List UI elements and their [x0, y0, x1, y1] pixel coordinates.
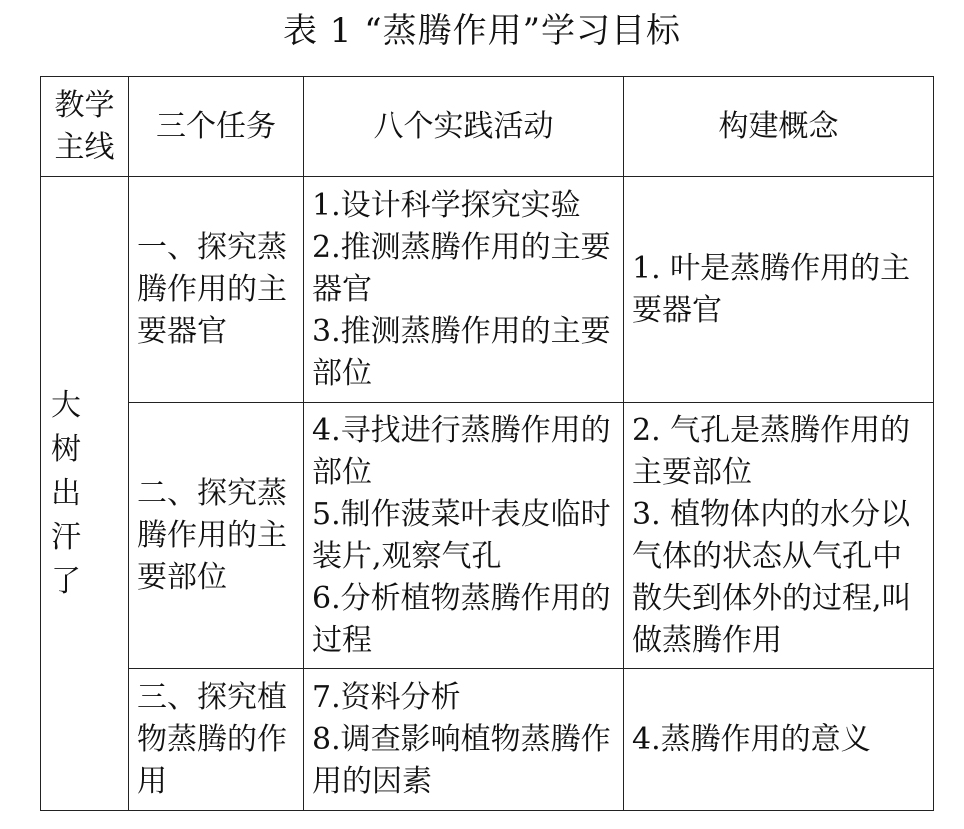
task-cell: 三、探究植物蒸腾的作用	[129, 669, 304, 811]
header-activities: 八个实践活动	[304, 77, 624, 177]
table-row	[41, 669, 934, 811]
activity-item: 5.制作菠菜叶表皮临时装片,观察气孔	[312, 496, 611, 574]
table-row	[41, 177, 934, 403]
activity-item: 7.资料分析	[312, 679, 461, 715]
main-line-text: 大树出汗了	[51, 387, 81, 599]
activity-item: 2.推测蒸腾作用的主要器官	[312, 229, 611, 307]
task-cell: 一、探究蒸腾作用的主要器官	[129, 177, 304, 403]
activities-cell	[304, 669, 624, 811]
activity-item: 8.调查影响植物蒸腾作用的因素	[312, 721, 611, 799]
concept-item: 2. 气孔是蒸腾作用的主要部位	[632, 412, 911, 490]
header-row	[41, 77, 934, 177]
activities-cell	[304, 403, 624, 669]
activity-item: 4.寻找进行蒸腾作用的部位	[312, 412, 611, 490]
main-line-cell	[41, 177, 129, 811]
activity-item: 3.推测蒸腾作用的主要部位	[312, 313, 611, 391]
table-row	[41, 403, 934, 669]
activity-item: 6.分析植物蒸腾作用的过程	[312, 580, 611, 658]
concept-item: 1. 叶是蒸腾作用的主要器官	[632, 250, 911, 328]
table-title: 表 1 “蒸腾作用”学习目标	[282, 11, 681, 51]
header-main-line: 教学主线	[41, 77, 129, 177]
concept-item: 3. 植物体内的水分以气体的状态从气孔中散失到体外的过程,叫做蒸腾作用	[632, 496, 912, 658]
learning-goals-table	[40, 76, 934, 811]
concept-cell	[624, 403, 934, 669]
concept-item: 4.蒸腾作用的意义	[632, 721, 871, 757]
concept-cell	[624, 177, 934, 403]
activities-cell	[304, 177, 624, 403]
activity-item: 1.设计科学探究实验	[312, 187, 581, 223]
task-cell: 二、探究蒸腾作用的主要部位	[129, 403, 304, 669]
header-tasks: 三个任务	[129, 77, 304, 177]
concept-cell	[624, 669, 934, 811]
header-concepts: 构建概念	[624, 77, 934, 177]
